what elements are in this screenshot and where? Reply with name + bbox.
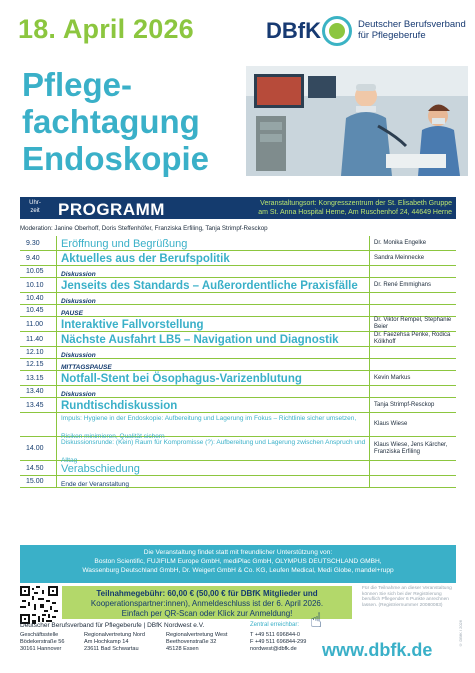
program-topic-text: Verabschiedung <box>61 463 140 475</box>
logo-line1: Deutscher Berufsverband <box>358 19 466 30</box>
program-speaker: Klaus Wiese, Jens Kärcher, Franziska Erfiling <box>374 441 448 455</box>
program-topic-text: Diskussion <box>61 297 96 305</box>
program-time: 12.10 <box>26 349 44 356</box>
program-topic-text: PAUSE <box>61 309 83 317</box>
website-link[interactable]: www.dbfk.de <box>322 640 433 660</box>
program-topic-text: Impuls: Hygiene in der Endoskopie: Aufbereitung und Lagerung im Fokus – Richtlinie sicher umsetzen, Risiken minimieren, Qualität sichern <box>61 414 357 440</box>
footer-col2-line2: Am Hochkamp 14 <box>84 639 129 645</box>
title-line1: Pflege- <box>22 66 133 103</box>
program-heading: PROGRAMM <box>58 200 165 219</box>
program-speaker: Dr. Monika Engelke <box>374 239 427 246</box>
sponsors-box <box>20 545 456 583</box>
program-time: 10.05 <box>26 268 44 275</box>
column-divider <box>369 461 370 475</box>
program-time: 13.15 <box>26 374 44 382</box>
sponsors-line3: Wassenburg Deutschland GmbH, Dr. Weigert GmbH & Co. KG, Leufen Medical, Medi Globe, mandel+rupp <box>82 567 394 574</box>
program-speaker: Klaus Wiese <box>374 421 408 427</box>
program-topic <box>57 473 369 491</box>
venue-line1: Veranstaltungsort: Kongresszentrum der St. Elisabeth Gruppe <box>260 200 452 207</box>
program-time: 14.50 <box>26 464 44 472</box>
footer-col3-line1: Regionalvertretung West <box>166 632 228 638</box>
program-table <box>20 236 456 488</box>
footer-col3-line3: 45128 Essen <box>166 646 199 652</box>
footer-contact <box>250 632 306 653</box>
column-divider <box>369 305 370 316</box>
time-column-label <box>22 199 48 215</box>
program-time: 9.40 <box>26 254 40 262</box>
logo-line2: für Pflegeberufe <box>358 30 426 41</box>
program-topic-text: Nächste Ausfahrt LB5 – Navigation und Diagnostik <box>61 334 339 346</box>
program-topic-text: Aktuelles aus der Berufspolitik <box>61 253 230 265</box>
program-time: 13.40 <box>26 388 44 395</box>
program-topic-text: Notfall-Stent bei Ösophagus-Varizenblutung <box>61 373 302 385</box>
page-title <box>22 66 209 177</box>
program-speaker: Dr. René Emmighans <box>374 281 432 288</box>
venue-line2: am St. Anna Hospital Herne, Am Ruschenhof 24, 44649 Herne <box>258 209 452 216</box>
footer-zentral-label: Zentral erreichbar: <box>250 622 300 628</box>
program-speaker: Sandra Meinnecke <box>374 254 425 261</box>
footer-organisation: Deutscher Berufsverband für Pflegeberufe | DBfK Nordwest e.V. <box>20 622 205 629</box>
program-time: 11.40 <box>26 335 43 343</box>
program-time: 11.00 <box>26 320 43 328</box>
program-speaker: Tanja Strimpf-Resckop <box>374 401 435 408</box>
copyright-side: © DBfK / 2026 <box>458 620 463 648</box>
dbfk-logo <box>266 16 466 46</box>
program-time: 9.30 <box>26 239 40 247</box>
program-time: 10.45 <box>26 307 44 314</box>
registration-note: Für die Teilnahme an dieser Veranstaltung können Sie sich bei der Registrierung beruflich Pflegender 6 Punkte anrechnen lassen. (Registriernummer 20080083) <box>362 586 452 608</box>
column-divider <box>369 476 370 487</box>
footer-email-link[interactable]: nordwest@dbfk.de <box>250 646 297 652</box>
footer-col2-line3: 23611 Bad Schwartau <box>84 646 139 652</box>
program-topic-text: Eröffnung und Begrüßung <box>61 238 188 250</box>
footer-col1-line3: 30161 Hannover <box>20 646 62 652</box>
qr-code[interactable] <box>20 586 58 624</box>
registration-box[interactable] <box>62 586 352 619</box>
program-topic-text: Rundtischdiskussion <box>61 400 178 412</box>
title-line2: fachtagung <box>22 103 200 140</box>
footer-address-nord <box>84 632 145 653</box>
event-date: 18. April 2026 <box>18 14 194 44</box>
program-time: 10.10 <box>26 281 44 289</box>
program-speaker: Dr. Viktor Rempel, Stephanie Beier <box>374 317 452 330</box>
logo-circle-icon <box>322 16 352 46</box>
registration-line2: Kooperationspartner:innen), Anmeldeschluss ist der 6. April 2026. <box>90 599 324 608</box>
program-row <box>20 476 456 488</box>
program-topic-text: MITTAGSPAUSE <box>61 363 112 371</box>
program-topic-text: Diskussion <box>61 390 96 398</box>
footer-col2-line1: Regionalvertretung Nord <box>84 632 145 638</box>
time-label-line1: Uhr- <box>29 200 41 206</box>
time-label-line2: zeit <box>30 208 40 214</box>
footer-col1-line2: Bödekerstraße 56 <box>20 639 65 645</box>
registration-line1: Teilnahmegebühr: 60,00 € (50,00 € für DBfK Mitglieder und <box>96 589 318 598</box>
column-divider <box>369 266 370 277</box>
program-time: 13.45 <box>26 401 44 409</box>
title-line3: Endoskopie <box>22 140 210 177</box>
program-time: 15.00 <box>26 478 44 485</box>
logo-short: DBfK <box>266 18 321 43</box>
logo-subtitle <box>358 19 466 41</box>
column-divider <box>369 347 370 358</box>
column-divider <box>369 386 370 397</box>
program-speaker: Kevin Markus <box>374 374 411 381</box>
program-topic-text: Ende der Veranstaltung <box>61 480 129 488</box>
moderation-text: Moderation: Janine Oberhoff, Doris Steffenhöfer, Franziska Erfiling, Tanja Strimpf-Resckop <box>20 225 268 232</box>
program-topic-text: Diskussion <box>61 351 96 359</box>
column-divider <box>369 293 370 304</box>
pointer-hand-icon: ☝ <box>310 610 323 632</box>
footer-address-geschaeftsstelle <box>20 632 64 653</box>
endoscopy-photo <box>246 66 468 176</box>
sponsors-line2: Boston Scientific, FUJIFILM Europe GmbH, mediPlac GmbH, OLYMPUS DEUTSCHLAND GMBH, <box>94 558 382 565</box>
footer-address-west <box>166 632 227 653</box>
footer-fax: F +49 511 696844-299 <box>250 639 307 645</box>
program-topic-text: Diskussion <box>61 270 96 278</box>
program-time: 14.00 <box>26 445 44 452</box>
footer-col3-line2: Beethovenstraße 32 <box>166 639 217 645</box>
program-time: 12.15 <box>26 361 44 368</box>
program-speaker: Dr. Faezehsa Penke, Rodica Kölkhoff <box>374 332 451 345</box>
footer-col1-line1: Geschäftsstelle <box>20 632 59 638</box>
program-row <box>20 437 456 464</box>
column-divider <box>369 359 370 370</box>
registration-line3: Einfach per QR-Scan oder Klick zur Anmeldung! <box>121 609 293 618</box>
program-time: 10.40 <box>26 295 44 302</box>
footer-phone: T +49 511 696844-0 <box>250 632 301 638</box>
venue-info <box>220 199 452 217</box>
program-topic-text: Jenseits des Standards – Außerordentliche Praxisfälle <box>61 280 358 292</box>
program-topic-text: Diskussionsrunde: (Kein) Raum für Kompromisse (?): Aufbereitung und Lagerung zwischen Anspruch und Alltag <box>61 438 366 464</box>
program-topic-text: Interaktive Fallvorstellung <box>61 319 204 331</box>
sponsors-line1: Die Veranstaltung findet statt mit freundlicher Unterstützung von: <box>143 549 333 556</box>
